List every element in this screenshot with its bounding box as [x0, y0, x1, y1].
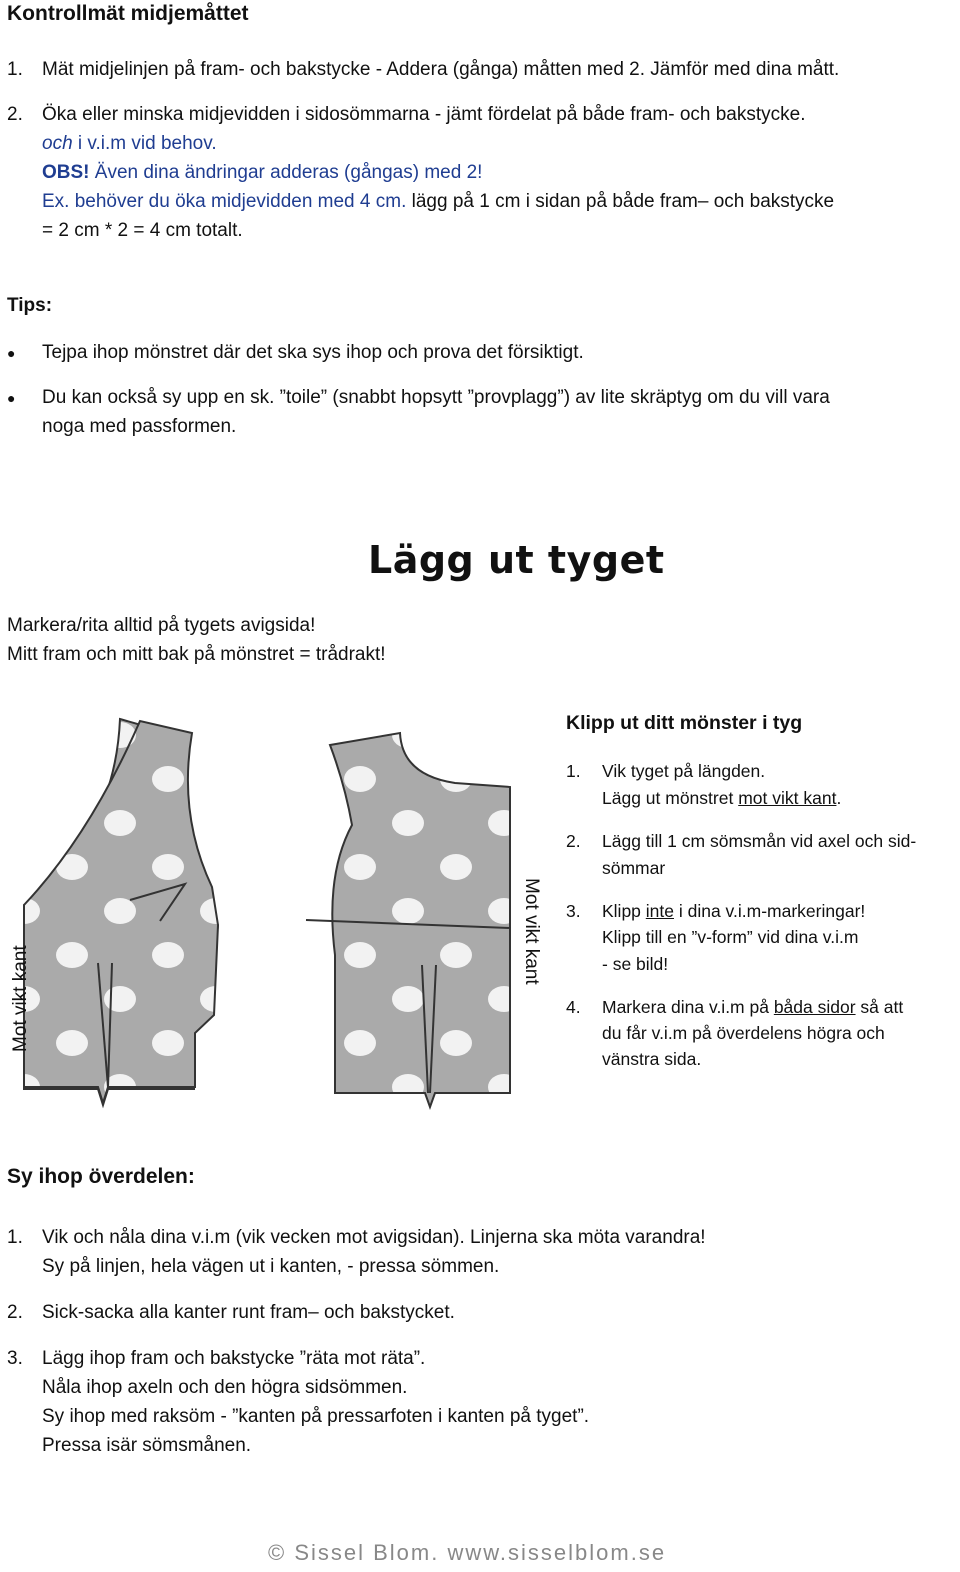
list-item-line: noga med passformen. [42, 416, 237, 437]
bullet-icon: ● [7, 390, 16, 406]
step-number: 1. [566, 761, 581, 781]
fold-label-left: Mot vikt kant [10, 945, 31, 1052]
step-text: du får v.i.m på överdelens högra och [602, 1023, 885, 1043]
step-text: sömmar [602, 858, 666, 878]
back-bodice-piece [330, 733, 510, 1107]
example-line-2: = 2 cm * 2 = 4 cm totalt. [42, 220, 243, 241]
step-number: 2. [566, 831, 581, 851]
list-item-line: Sy på linjen, hela vägen ut i kanten, - pressa sömmen. [42, 1256, 500, 1277]
step-number: 4. [566, 997, 581, 1017]
instruction-line: Markera/rita alltid på tygets avigsida! [7, 615, 316, 636]
list-item-line: Nåla ihop axeln och den högra sidsömmen. [42, 1377, 408, 1398]
instruction-line: Mitt fram och mitt bak på mönstret = trådrakt! [7, 644, 386, 665]
step-text: Klipp inte i dina v.i.m-markeringar! [602, 901, 866, 921]
tips-heading: Tips: [7, 295, 53, 316]
fold-label-right: Mot vikt kant [521, 878, 542, 985]
pattern-illustration [0, 715, 560, 1115]
list-item-line: och i v.i.m vid behov. [42, 133, 217, 154]
list-item-line: Sy ihop med raksöm - ”kanten på pressarfoten i kanten på tyget”. [42, 1406, 590, 1427]
step-number: 3. [566, 901, 581, 921]
footer-copyright: © Sissel Blom. www.sisselblom.se [268, 1540, 667, 1565]
step-text: Lägg till 1 cm sömsmån vid axel och sid- [602, 831, 917, 851]
step-text: Markera dina v.i.m på båda sidor så att [602, 997, 904, 1017]
step-text: Klipp till en ”v-form” vid dina v.i.m [602, 927, 859, 947]
obs-note: OBS! Även dina ändringar adderas (gångas) med 2! [42, 162, 483, 183]
step-text: vänstra sida. [602, 1049, 702, 1069]
bullet-icon: ● [7, 345, 16, 361]
cut-heading: Klipp ut ditt mönster i tyg [566, 712, 803, 734]
step-text: Lägg ut mönstret mot vikt kant. [602, 788, 842, 808]
step-text: Vik tyget på längden. [602, 761, 766, 781]
front-bodice-outline [24, 721, 218, 1103]
section-heading-sew: Sy ihop överdelen: [7, 1165, 195, 1188]
example-line: Ex. behöver du öka midjevidden med 4 cm. lägg på 1 cm i sidan på både fram– och bakstycke [42, 191, 835, 212]
step-text: - se bild! [602, 954, 669, 974]
list-item-line: Pressa isär sömsmånen. [42, 1435, 252, 1456]
page-title: Lägg ut tyget [368, 538, 665, 582]
section-heading-waist: Kontrollmät midjemåttet [7, 2, 249, 25]
